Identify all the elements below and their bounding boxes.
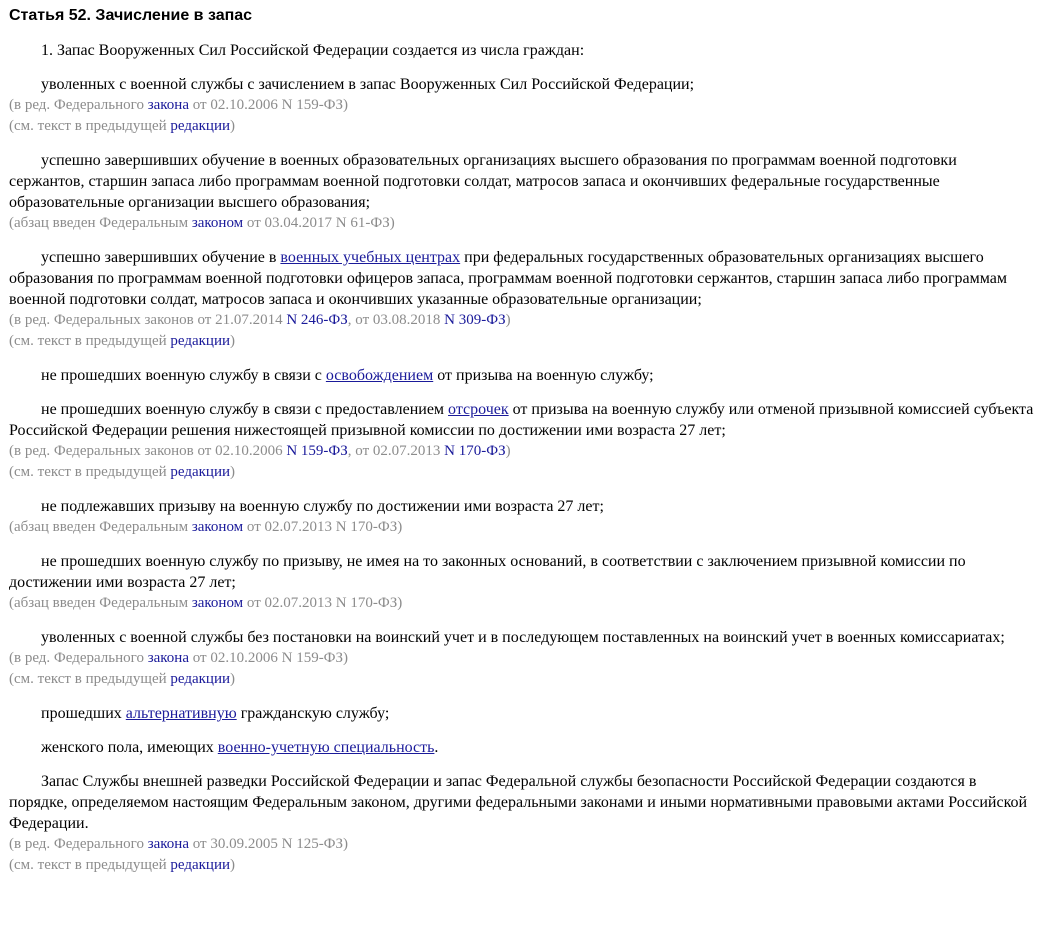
paragraph-text-part: гражданскую службу; — [236, 705, 390, 722]
amendment-note — [9, 648, 1035, 669]
previous-edition-link[interactable]: редакции — [170, 118, 231, 134]
note-text: , от 02.07.2013 — [347, 443, 445, 459]
previous-edition-note — [9, 855, 1035, 876]
law-link[interactable]: законом — [191, 215, 244, 231]
paragraph-text: не подлежавших призыву на военную службу по достижении ими возраста 27 лет; — [41, 498, 604, 515]
note-text: ) — [230, 671, 236, 687]
previous-edition-note — [9, 116, 1035, 137]
paragraph-block — [9, 703, 1035, 724]
paragraph-text: Запас Службы внешней разведки Российской Федерации и запас Федеральной службы безопасности Российской Федерации создаются в порядке, определяемом настоящим Федеральным законом, другими федеральными законами и иными нормативными правовыми актами Российской Федерации. — [9, 773, 1028, 832]
note-text: от 02.07.2013 N 170-ФЗ) — [243, 519, 403, 535]
law-link[interactable]: закона — [147, 836, 189, 852]
military-training-centers-link[interactable]: военных учебных центрах — [280, 249, 461, 266]
paragraph-block — [9, 737, 1035, 758]
paragraph-text: уволенных с военной службы с зачислением в запас Вооруженных Сил Российской Федерации; — [41, 76, 695, 93]
amendment-note — [9, 593, 1035, 614]
previous-edition-link[interactable]: редакции — [170, 333, 231, 349]
paragraph-text: уволенных с военной службы без постановки на воинский учет и в последующем поставленных на воинский учет в военных комиссариатах; — [41, 629, 1005, 646]
alternative-service-link[interactable]: альтернативную — [125, 705, 237, 722]
paragraph-block — [9, 551, 1035, 614]
paragraph-block — [9, 771, 1035, 876]
document-page — [9, 5, 1035, 889]
law-link[interactable]: законом — [191, 519, 244, 535]
paragraph-text-part: успешно завершивших обучение в — [41, 249, 281, 266]
deferments-link[interactable]: отсрочек — [448, 401, 509, 418]
paragraph-block — [9, 74, 1035, 137]
previous-edition-note — [9, 462, 1035, 483]
paragraph-text-part: не прошедших военную службу в связи с — [41, 367, 326, 384]
paragraph-text: 1. Запас Вооруженных Сил Российской Федерации создается из числа граждан: — [41, 42, 585, 59]
note-text: (см. текст в предыдущей — [9, 464, 171, 480]
paragraph-block — [9, 150, 1035, 234]
amendment-note — [9, 517, 1035, 538]
law-link[interactable]: закона — [147, 97, 189, 113]
amendment-note — [9, 834, 1035, 855]
previous-edition-note — [9, 669, 1035, 690]
paragraph-text: не прошедших военную службу по призыву, не имея на то законных оснований, в соответствии с заключением призывной комиссии по достижении ими возраста 27 лет; — [9, 553, 966, 591]
previous-edition-link[interactable]: редакции — [170, 671, 231, 687]
amendment-note — [9, 310, 1035, 331]
note-text: (см. текст в предыдущей — [9, 671, 171, 687]
note-text: (в ред. Федерального — [9, 97, 148, 113]
note-text: , от 03.08.2018 — [347, 312, 445, 328]
note-text: ) — [505, 312, 511, 328]
paragraph-text-part: . — [434, 739, 439, 756]
note-text: (см. текст в предыдущей — [9, 118, 171, 134]
amendment-note — [9, 441, 1035, 462]
law-link[interactable]: N 159-ФЗ — [286, 443, 348, 459]
paragraph-text — [9, 247, 1035, 310]
paragraph-text: успешно завершивших обучение в военных образовательных организациях высшего образования по программам военной подготовки сержантов, старшин запаса либо программам военной подготовки солдат, матросов запаса и окончивших федеральные государственные образовательные организации высшего образования; — [9, 152, 957, 211]
paragraph-text-part: от призыва на военную службу; — [433, 367, 654, 384]
paragraph-text-part: при федеральных государственных образовательных организациях высшего образования по программам военной подготовки офицеров запаса, программам военной подготовки сержантов, старшин запаса либо программам военной подготовки солдат, матросов запаса и окончивших указанные образовательные организации; — [9, 249, 1008, 308]
paragraph-block — [9, 627, 1035, 690]
paragraph-block — [9, 365, 1035, 386]
law-link[interactable]: закона — [147, 650, 189, 666]
previous-edition-link[interactable]: редакции — [170, 464, 231, 480]
previous-edition-note — [9, 331, 1035, 352]
note-text: (в ред. Федерального — [9, 836, 148, 852]
paragraph-block — [9, 40, 1035, 61]
amendment-note — [9, 213, 1035, 234]
paragraph-text-part: не прошедших военную службу в связи с предоставлением — [41, 401, 449, 418]
paragraph-text — [9, 365, 1035, 386]
note-text: (в ред. Федеральных законов от 21.07.2014 — [9, 312, 287, 328]
note-text: от 30.09.2005 N 125-ФЗ) — [189, 836, 349, 852]
note-text: (абзац введен Федеральным — [9, 519, 192, 535]
previous-edition-link[interactable]: редакции — [170, 857, 231, 873]
law-link[interactable]: N 170-ФЗ — [444, 443, 506, 459]
paragraph-text — [9, 737, 1035, 758]
note-text: от 02.10.2006 N 159-ФЗ) — [189, 650, 349, 666]
paragraph-block — [9, 399, 1035, 483]
article-title: Статья 52. Зачисление в запас — [9, 7, 253, 24]
paragraph-text — [9, 399, 1035, 441]
note-text: от 02.10.2006 N 159-ФЗ) — [189, 97, 349, 113]
military-specialty-link[interactable]: военно-учетную специальность — [217, 739, 435, 756]
note-text: (абзац введен Федеральным — [9, 595, 192, 611]
note-text: (см. текст в предыдущей — [9, 333, 171, 349]
paragraph-text — [9, 703, 1035, 724]
note-text: ) — [505, 443, 511, 459]
law-link[interactable]: законом — [191, 595, 244, 611]
note-text: (см. текст в предыдущей — [9, 857, 171, 873]
paragraph-text-part: прошедших — [41, 705, 126, 722]
paragraph-text-part: от призыва на военную службу или отменой призывной комиссией субъекта Российской Федерации решения нижестоящей призывной комиссии по достижении ими возраста 27 лет; — [9, 401, 1034, 439]
law-link[interactable]: N 246-ФЗ — [286, 312, 348, 328]
note-text: ) — [230, 118, 236, 134]
amendment-note — [9, 95, 1035, 116]
note-text: (в ред. Федерального — [9, 650, 148, 666]
law-link[interactable]: N 309-ФЗ — [444, 312, 506, 328]
note-text: ) — [230, 464, 236, 480]
note-text: от 03.04.2017 N 61-ФЗ) — [243, 215, 395, 231]
note-text: ) — [230, 857, 236, 873]
exemption-link[interactable]: освобождением — [325, 367, 434, 384]
paragraph-text-part: женского пола, имеющих — [41, 739, 218, 756]
note-text: от 02.07.2013 N 170-ФЗ) — [243, 595, 403, 611]
note-text: (в ред. Федеральных законов от 02.10.2006 — [9, 443, 287, 459]
paragraph-block — [9, 496, 1035, 538]
note-text: ) — [230, 333, 236, 349]
paragraph-block — [9, 247, 1035, 352]
note-text: (абзац введен Федеральным — [9, 215, 192, 231]
